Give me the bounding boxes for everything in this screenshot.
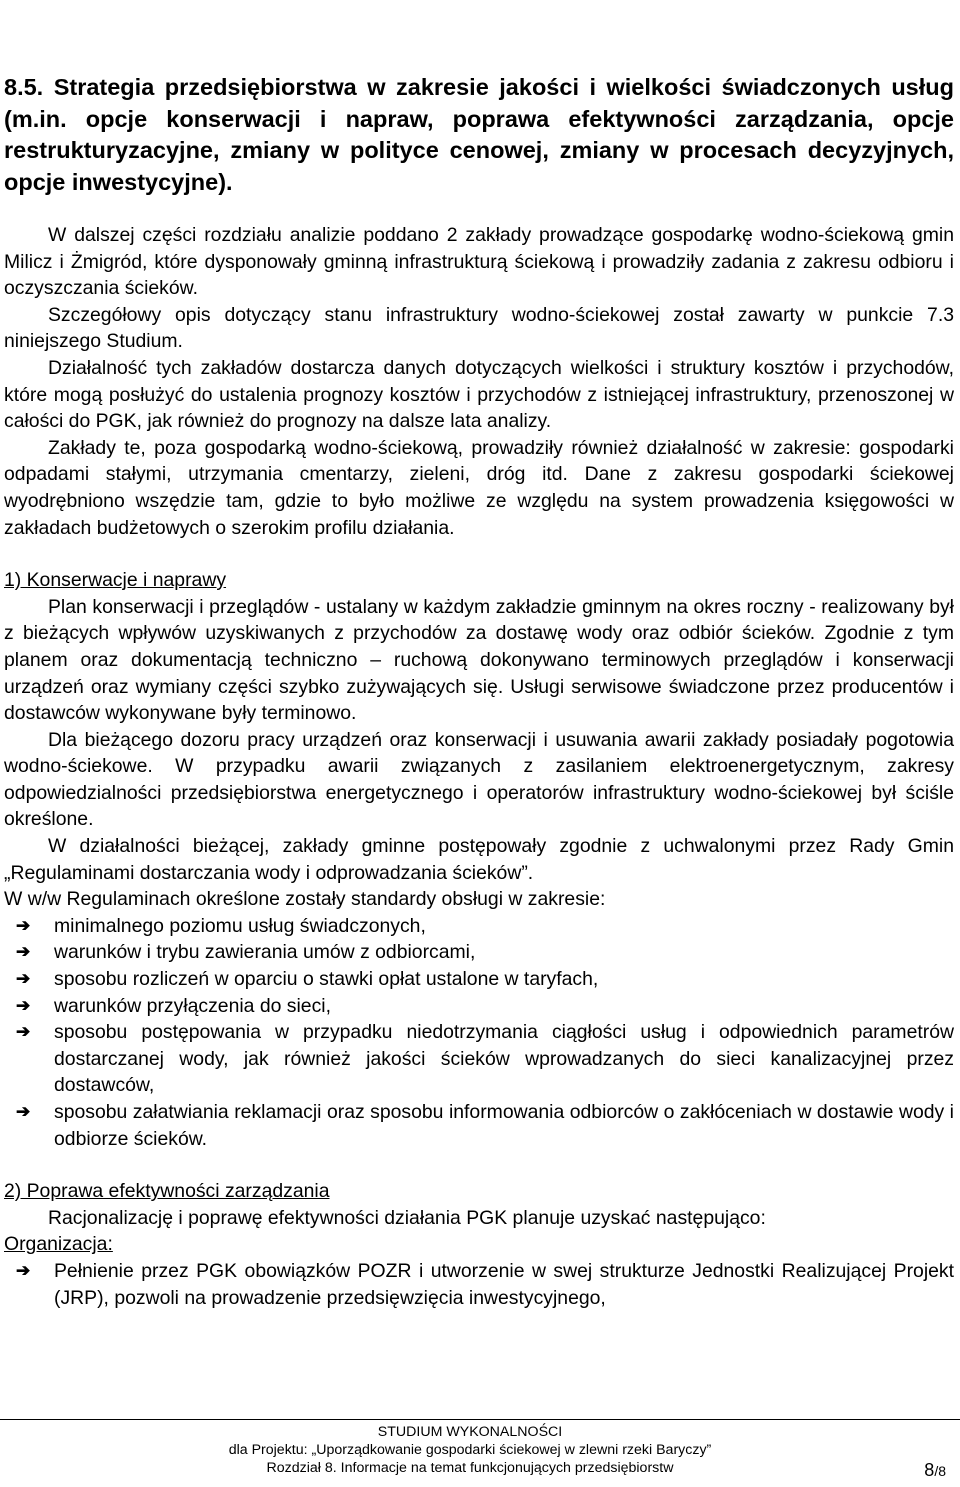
section-heading: 8.5. Strategia przedsiębiorstwa w zakresie jakości i wielkości świadczonych usług (m.in. opcje konserwacji i napraw, poprawa efektywności zarządzania, opcje restrukturyzacyjne, zmiany w polityce cenowej, zmiany w procesach decyzyjnych, opcje inwestycyjne). (4, 74, 954, 195)
page-footer (0, 1419, 960, 1480)
section2-title: 2) Poprawa efektywności zarządzania (4, 1180, 330, 1203)
arrow-right-icon: ➔ (16, 915, 31, 935)
arrow-right-icon: ➔ (16, 995, 31, 1015)
section2-paragraph: Racjonalizację i poprawę efektywności działania PGK planuje uzyskać następująco: (48, 1206, 766, 1229)
list-item: ➔ sposobu rozliczeń w oparciu o stawki opłat ustalone w taryfach, (4, 966, 954, 993)
arrow-right-icon: ➔ (16, 1260, 31, 1280)
footer-text (50, 1420, 890, 1477)
page-number: 8/8 (924, 1460, 946, 1480)
section1-paragraph-1: Plan konserwacji i przeglądów - ustalany w każdym zakładzie gminnym na okres roczny - realizowany był z bieżących wpływów uzyskiwanych z przychodów za dostawę wody oraz odbiór ścieków. Zgodnie z tym planem oraz dokumentacją techniczno – ruchową dokonywano terminowych przeglądów i konserwacji urządzeń oraz wymiany części szybko zużywających się. Usługi serwisowe świadczone przez producentów i dostawców wykonywane były terminowo. (4, 595, 954, 725)
section2-subheading: Organizacja: (4, 1233, 113, 1256)
intro-paragraph-1: W dalszej części rozdziału analizie poddano 2 zakłady prowadzące gospodarkę wodno-ściekową gmin Milicz i Żmigród, które dysponowały gminną infrastrukturą ściekową i prowadziły zadania z zakresu odbioru i oczyszczania ścieków. (4, 224, 954, 300)
section1-paragraph-2: Dla bieżącego dozoru pracy urządzeń oraz konserwacji i usuwania awarii zakłady posiadały pogotowia wodno-ściekowe. W przypadku awarii związanych z zasilaniem elektroenergetycznym, zakresy odpowiedzialności przedsiębiorstwa energetycznego i operatorów infrastruktury wodno-ściekowej był ściśle określone. (4, 728, 954, 831)
section1-list-intro: W w/w Regulaminach określone zostały standardy obsługi w zakresie: (4, 888, 606, 911)
list-item: ➔ sposobu załatwiania reklamacji oraz sposobu informowania odbiorców o zakłóceniach w dostawie wody i odbiorze ścieków. (16, 1101, 954, 1150)
arrow-right-icon: ➔ (16, 1022, 31, 1042)
intro-paragraph-2: Szczegółowy opis dotyczący stanu infrastruktury wodno-ściekowej został zawarty w punkcie 7.3 niniejszego Studium. (4, 303, 954, 353)
arrow-right-icon: ➔ (16, 969, 31, 989)
list-item: ➔ warunków przyłączenia do sieci, (4, 993, 954, 1020)
arrow-right-icon: ➔ (16, 942, 31, 962)
footer-line-1: STUDIUM WYKONALNOŚCI (377, 1424, 563, 1440)
list-item: ➔ warunków i trybu zawierania umów z odbiorcami, (4, 939, 954, 966)
section1-paragraph-3: W działalności bieżącej, zakłady gminne postępowały zgodnie z uchwalonymi przez Rady Gmin „Regulaminami dostarczania wody i odprowadzania ścieków”. (4, 835, 954, 884)
footer-line-2: dla Projektu: „Uporządkowanie gospodarki ściekowej w zlewni rzeki Baryczy” (228, 1442, 712, 1458)
intro-paragraph-3: Działalność tych zakładów dostarcza danych dotyczących wielkości i struktury kosztów i przychodów, które mogą posłużyć do ustalenia prognozy kosztów i przychodów z istniejącej infrastruktury, przenoszonej w całości do PGK, jak również do prognozy na dalsze lata analizy. (4, 356, 954, 433)
footer-line-3: Rozdział 8. Informacje na temat funkcjonujących przedsiębiorstw (266, 1460, 674, 1476)
standards-list (4, 913, 954, 1152)
organization-list (4, 1258, 954, 1311)
list-item: ➔ Pełnienie przez PGK obowiązków POZR i utworzenie w swej strukturze Jednostki Realizującej Projekt (JRP), pozwoli na prowadzenie przedsięwzięcia inwestycyjnego, (16, 1259, 954, 1309)
arrow-right-icon: ➔ (16, 1102, 31, 1121)
list-item: ➔ sposobu postępowania w przypadku niedotrzymania ciągłości usług i odpowiednich parametrów dostarczanej wody, jak również jakości ścieków wprowadzanych do sieci kanalizacyjnej przez dostawców, (16, 1021, 954, 1097)
document-body (4, 72, 954, 1311)
section1-title: 1) Konserwacje i naprawy (4, 569, 227, 592)
list-item: ➔ minimalnego poziomu usług świadczonych, (4, 913, 954, 940)
intro-paragraph-4: Zakłady te, poza gospodarką wodno-ściekową, prowadziły również działalność w zakresie: gospodarki odpadami stałymi, utrzymania cmentarzy, zieleni, dróg itd. Dane z zakresu gospodarki ściekowej wyodrębniono wszędzie tam, gdzie to było możliwe ze względu na system prowadzenia księgowości w zakładach budżetowych o szerokim profilu działania. (4, 436, 954, 539)
